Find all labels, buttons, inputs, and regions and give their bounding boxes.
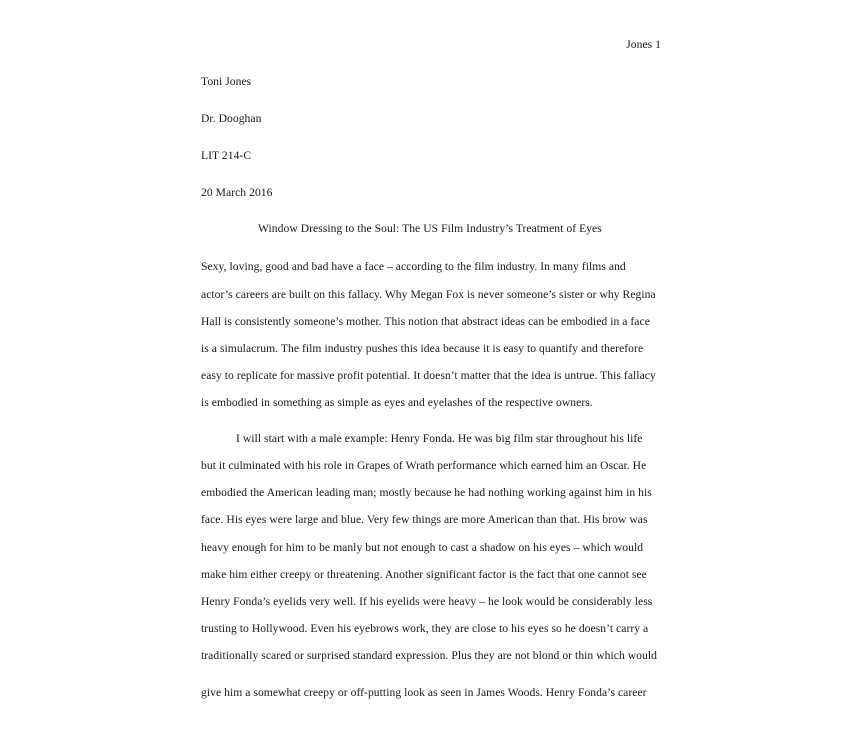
running-head: Jones 1 [626,38,661,51]
body-line: make him either creepy or threatening. Another significant factor is the fact that one cannot see [201,568,647,581]
course-name: LIT 214-C [201,149,252,162]
body-line: is embodied in something as simple as eyes and eyelashes of the respective owners. [201,396,593,409]
body-line: give him a somewhat creepy or off-putting look as seen in James Woods. Henry Fonda’s career [201,686,647,699]
body-line: Sexy, loving, good and bad have a face – according to the film industry. In many films and [201,260,626,273]
body-line: I will start with a male example: Henry Fonda. He was big film star throughout his life [236,432,643,445]
body-line: Henry Fonda’s eyelids very well. If his eyelids were heavy – he look would be considerably less [201,595,653,608]
body-line: Hall is consistently someone’s mother. This notion that abstract ideas can be embodied in a face [201,315,650,328]
body-line: easy to replicate for massive profit potential. It doesn’t matter that the idea is untrue. This fallacy [201,369,656,382]
body-line: but it culminated with his role in Grapes of Wrath performance which earned him an Oscar. He [201,459,647,472]
body-line: face. His eyes were large and blue. Very few things are more American than that. His brow was [201,513,648,526]
instructor-name: Dr. Dooghan [201,112,262,125]
body-line: trusting to Hollywood. Even his eyebrows work, they are close to his eyes so he doesn’t carry a [201,622,649,635]
author-name: Toni Jones [201,75,252,88]
body-line: traditionally scared or surprised standard expression. Plus they are not blond or thin which would [201,649,657,662]
body-line: heavy enough for him to be manly but not enough to cast a shadow on his eyes – which would [201,541,644,554]
body-line: actor’s careers are built on this fallacy. Why Megan Fox is never someone’s sister or why Regina [201,288,656,301]
body-line: embodied the American leading man; mostly because he had nothing working against him in his [201,486,652,499]
essay-title: Window Dressing to the Soul: The US Film Industry’s Treatment of Eyes [258,222,602,235]
body-line: is a simulacrum. The film industry pushes this idea because it is easy to quantify and therefore [201,342,644,355]
date: 20 March 2016 [201,186,273,199]
